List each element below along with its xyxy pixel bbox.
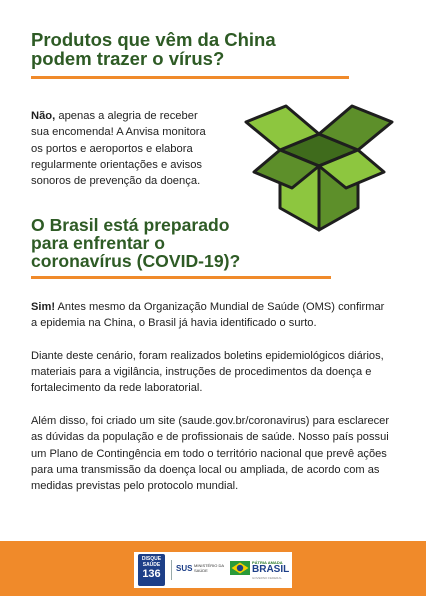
paragraph: Diante deste cenário, foram realizados boletins epidemiológicos diários, materiais para a vigilância, instruções de procedimentos da doença e fortalecimento da rede laboratorial. xyxy=(31,349,384,395)
brasil-text: BRASIL xyxy=(252,564,290,575)
logo-divider xyxy=(171,560,172,580)
answer-text: apenas a alegria de receber sua encomenda! A Anvisa monitora os portos e aeroportos e elabora regularmente orientações e avisos sonoros de prevenção da doença. xyxy=(31,110,206,188)
heading-brazil-prepared xyxy=(31,216,291,270)
brasil-logo xyxy=(230,559,290,581)
paragraph xyxy=(31,299,391,332)
paragraph-text: Antes mesmo da Organização Mundial de Saúde (OMS) confirmar a epidemia na China, o Brasil já havia identificado o surto. xyxy=(31,301,385,330)
disque-saude-logo xyxy=(138,554,165,586)
answer-brazil-prepared xyxy=(31,299,391,511)
heading-underline xyxy=(31,76,349,79)
heading-line: coronavírus (COVID-19)? xyxy=(31,251,241,271)
paragraph: Além disso, foi criado um site (saude.gov.br/coronavirus) para esclarecer as dúvidas da população e de profissionais de saúde. Nosso país possui um Plano de Contingência em todo o território nacional que prevê ações para uma transmissão da doença local ou ampliada, de acordo com as medidas previstas pelo protocolo mundial. xyxy=(31,415,390,493)
open-box-icon xyxy=(236,84,402,234)
answer-lead: Não, xyxy=(31,110,56,122)
brazil-flag-icon xyxy=(230,561,250,575)
answer-china-products xyxy=(31,108,211,189)
heading-line: Produtos que vêm da China xyxy=(31,29,276,50)
sus-logo: SUS xyxy=(176,564,193,573)
disque-label: DISQUE xyxy=(141,556,162,562)
heading-china-products xyxy=(31,30,331,68)
heading-underline xyxy=(31,276,331,279)
answer-lead: Sim! xyxy=(31,301,56,313)
disque-number: 136 xyxy=(142,568,161,580)
saude-label: SAÚDE xyxy=(142,562,161,568)
brasil-bottom-text: GOVERNO FEDERAL xyxy=(252,576,283,580)
footer-logos xyxy=(134,552,292,588)
heading-line: O Brasil está preparado xyxy=(31,215,230,235)
heading-line: para enfrentar o xyxy=(31,233,165,253)
brasil-top-text: PÁTRIA AMADA xyxy=(252,560,283,565)
heading-line: podem trazer o vírus? xyxy=(31,48,225,69)
ministry-logo: MINISTÉRIO DA SAÚDE xyxy=(194,563,224,573)
